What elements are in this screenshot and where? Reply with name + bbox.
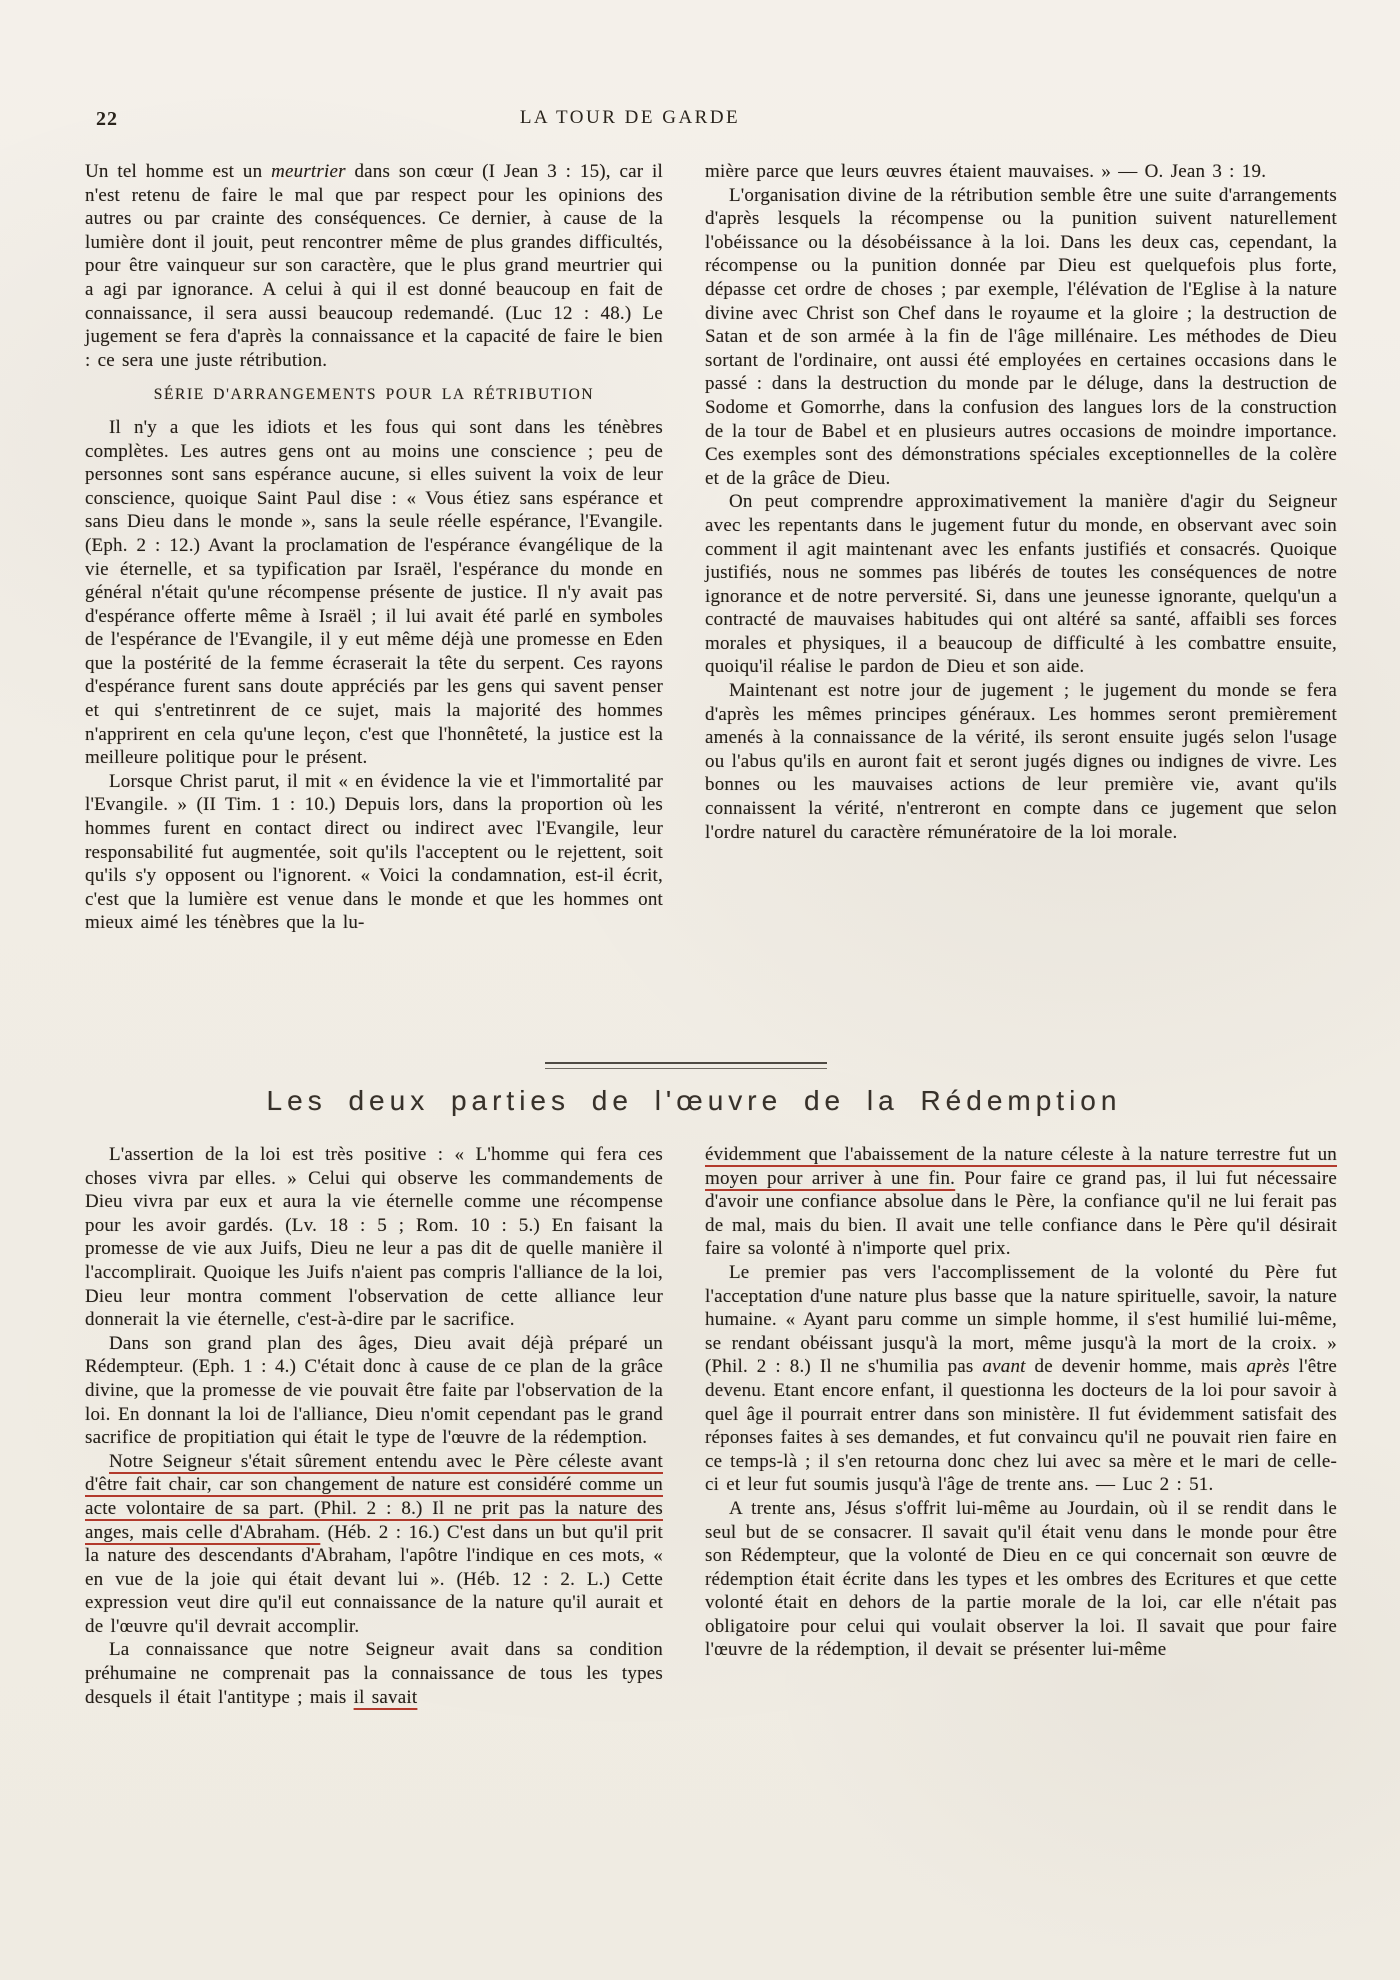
article2-right-column — [705, 1143, 1337, 1709]
red-underlined-text: il savait — [353, 1686, 418, 1708]
paragraph-trente-ans: A trente ans, Jésus s'offrit lui-même au Jourdain, où il se rendit dans le seul but de se consacrer. Il savait qu'il était venu dans le monde pour être son Rédempteur, que la volonté de Dieu en ce qui concernait son œuvre de rédemption était écrite dans les types et les ombres des Ecritures et que cette volonté était en dehors de la partie morale de la loi, car elle n'était pas obligatoire pour celui qui voulait observer la loi. Il savait que pour faire l'œuvre de la rédemption, il devait se présenter lui-même — [705, 1497, 1337, 1661]
text-segment: dans son cœur (I Jean 3 : 15), car il n'est retenu de faire le mal que par respect pour les opinions des autres ou par crainte des conséquences. Ce dernier, à cause de la lumière dont il jouit, peut rencontrer même de plus grandes difficultés, pour être vainqueur sur son caractère, que le plus grand meurtrier qui a agi par ignorance. A celui à qui il est donné beaucoup en fait de connaissance, il sera aussi beaucoup redemandé. (Luc 12 : 48.) Le jugement se fera d'après la connaissance et la capacité de faire le bien : ce sera une juste rétribution. — [85, 161, 664, 371]
article-title-redemption: Les deux parties de l'œuvre de la Rédemption — [266, 1085, 1122, 1116]
journal-title: LA TOUR DE GARDE — [519, 107, 741, 128]
article2-left-column — [85, 1143, 663, 1709]
text-segment: Pour faire ce grand pas, il lui fut nécessaire d'avoir une confiance absolue dans le Père, la confiance qu'il ne lui ferait pas de mal, mais du bien. Il avait une telle confiance dans le Père qu'il désirait faire sa volonté à n'importe quel prix. — [705, 1167, 1337, 1260]
paragraph-plan-des-ages: Dans son grand plan des âges, Dieu avait déjà préparé un Rédempteur. (Eph. 1 : 4.) C'était donc à cause de ce plan de la grâce divine, que la promesse de vie pouvait être faite par l'observation de la loi. En donnant la loi de l'alliance, Dieu n'omit cependant pas le grand sacrifice de propitiation qui était le type de l'œuvre de la rédemption. — [85, 1332, 663, 1449]
paragraph-abaissement-nature — [705, 1143, 1337, 1261]
section-subheading-retribution: SÉRIE D'ARRANGEMENTS POUR LA RÉTRIBUTION — [153, 386, 595, 404]
paragraph-premier-pas — [705, 1261, 1337, 1497]
red-underlined-text: évidemment que l'abaissement de la nature céleste à la nature terrestre fut un moyen pour arriver à une fin. — [705, 1144, 1337, 1189]
article1-left-column — [85, 160, 663, 935]
italic-text: meurtrier — [271, 161, 346, 182]
article-retribution — [85, 160, 1337, 935]
paragraph-oeuvres-mauvaises: mière parce que leurs œuvres étaient mauvaises. » — O. Jean 3 : 19. — [705, 161, 1267, 182]
italic-text: avant — [982, 1356, 1026, 1378]
section-divider-rule — [545, 1062, 827, 1069]
paragraph-assertion-loi: L'assertion de la loi est très positive : « L'homme qui fera ces choses vivra par elles. » Celui qui observe les commandements de Dieu vivra par eux et aura la vie éternelle comme une récompense pour les avoir gardés. (Lv. 18 : 5 ; Rom. 10 : 5.) En faisant la promesse de vie aux Juifs, Dieu ne leur a pas dit de quelle manière il l'accomplirait. Quoique les Juifs n'aient pas compris l'alliance de la loi, Dieu leur montra comment l'observation de cette alliance leur donnerait la vie éternelle, c'est-à-dire par le sacrifice. — [85, 1144, 663, 1331]
article1-right-column — [705, 160, 1337, 935]
text-segment: La connaissance que notre Seigneur avait dans sa condition préhumaine ne comprenait pas la connaissance de tous les types desquels il était l'antitype ; mais — [85, 1639, 663, 1708]
text-segment: (Héb. 2 : 16.) C'est dans un but qu'il prit la nature des descendants d'Abraham, l'apôtre l'indique en ces mots, « en vue de la joie qui était devant lui ». (Héb. 12 : 2. L.) Cette expression veut dire qu'il eut connaissance de la nature qu'il aurait et de l'œuvre qu'il devrait accomplir. — [85, 1521, 663, 1637]
paragraph-organisation-divine: L'organisation divine de la rétribution semble être une suite d'arrangements d'après lesquels la récompense ou la punition suivent naturellement l'obéissance ou la désobéissance à la loi. Dans les deux cas, cependant, la récompense ou la punition donnée par Dieu est quelquefois plus forte, dépasse cet ordre de choses ; par exemple, l'élévation de l'Eglise à la nature divine avec Christ son Chef dans le royaume et la gloire ; la destruction de Satan et de son armée à la fin de l'âge millénaire. Les méthodes de Dieu sortant de l'ordinaire, ont aussi été employées en certaines occasions dans le passé : dans la destruction du monde par le déluge, dans la destruction de Sodome et Gomorrhe, dans la confusion des langues lors de la construction de la tour de Babel et en plusieurs autres occasions de moindre importance. Ces exemples sont des démonstrations spéciales exceptionnelles de la colère et de la grâce de Dieu. — [705, 184, 1337, 489]
paragraph-connaissance-prehumaine — [85, 1638, 663, 1709]
paragraph-christ-parut: Lorsque Christ parut, il mit « en évidence la vie et l'immortalité par l'Evangile. » (II Tim. 1 : 10.) Depuis lors, dans la proportion où les hommes furent en contact direct ou indirect avec l'Evangile, leur responsabilité fut augmentée, soit qu'ils l'acceptent ou le rejettent, soit qu'ils s'y opposent ou l'ignorent. « Voici la condamnation, est-il écrit, c'est que la lumière est venue dans le monde et que les hommes ont mieux aimé les ténèbres que la lu- — [85, 770, 663, 934]
text-segment: Le premier pas vers l'accomplissement de la volonté du Père fut l'acceptation d'une nature plus basse que la nature spirituelle, savoir, la nature humaine. « Ayant paru comme un simple homme, il s'est humilié lui-même, se rendant obéissant jusqu'à la mort, même jusqu'à la mort de la croix. » (Phil. 2 : 8.) Il ne s'humilia pas — [705, 1261, 1337, 1378]
paragraph-idiots-tenebres: Il n'y a que les idiots et les fous qui sont dans les ténèbres complètes. Les autres gens ont au moins une conscience ; peu de personnes sont sans espérance aucune, si elles suivent la voix de leur conscience, quoique Saint Paul dise : « Vous étiez sans espérance et sans Dieu dans le monde », sans la seule réelle espérance, l'Evangile. (Eph. 2 : 12.) Avant la proclamation de l'espérance évangélique de la vie éternelle, et sa typification par Israël, l'espérance du monde en général n'était qu'une récompense présente de justice. Il n'y avait pas d'espérance offerte même à Israël ; il lui avait été parlé en symboles de l'espérance de l'Evangile, il y eut même déjà une promesse en Eden que la postérité de la femme écraserait la tête du serpent. Ces rayons d'espérance furent sans doute appréciés par les gens qui savent penser et qui s'entretinrent de ce sujet, mais la majorité des hommes n'apprirent en cela qu'une leçon, c'est que l'honnêteté, la justice est la meilleure politique pour le présent. — [85, 416, 663, 769]
text-segment: Un tel homme est un — [85, 161, 272, 182]
text-segment: l'être devenu. Etant encore enfant, il questionna les docteurs de la loi pour savoir à quel âge il pourrait entrer dans son ministère. Il fut évidemment satisfait des réponses faites à ses demandes, et fut convaincu qu'il ne pouvait rien faire en ce temps-là ; il s'en retourna donc chez lui avec sa mère et le mari de celle-ci et leur fut soumis jusqu'à l'âge de trente ans. — Luc 2 : 51. — [705, 1356, 1337, 1496]
article-redemption — [85, 1143, 1337, 1709]
page-number: 22 — [96, 108, 118, 130]
paragraph-maniere-agir: On peut comprendre approximativement la manière d'agir du Seigneur avec les repentants dans le jugement futur du monde, en observant avec soin comment il agit maintenant avec les enfants justifiés et consacrés. Quoique justifiés, nous ne sommes pas libérés de toutes les conséquences de notre ignorance et de notre perversité. Si, dans une jeunesse ignorante, quelqu'un a contracté de mauvaises habitudes qui ont altéré sa santé, affaibli ses forces morales et physiques, il a beaucoup de difficulté à les combattre ensuite, quoiqu'il réalise le pardon de Dieu et son aide. — [705, 491, 1337, 678]
paragraph-notre-seigneur — [85, 1450, 663, 1639]
paragraph-murderer-heart — [85, 160, 663, 372]
italic-text: après — [1246, 1356, 1290, 1378]
paragraph-jour-jugement: Maintenant est notre jour de jugement ; le jugement du monde se fera d'après les mêmes principes généraux. Les hommes seront premièrement amenés à la connaissance de la vérité, ils seront ensuite jugés selon l'usage ou l'abus qu'ils en auront fait et seront jugés dignes ou indignes de vivre. Les bonnes ou les mauvaises actions de leur première vie, avant qu'ils connaissent la vérité, n'entreront en compte dans ce jugement que selon l'ordre naturel du caractère rémunératoire de la loi morale. — [705, 680, 1337, 843]
red-underlined-text: Notre Seigneur s'était sûrement entendu avec le Père céleste avant d'être fait chair, car son changement de nature est considéré comme un acte volontaire de sa part. (Phil. 2 : 8.) Il ne prit pas la nature des anges, mais celle d'Abraham. — [85, 1450, 663, 1543]
text-segment: de devenir homme, mais — [1025, 1356, 1247, 1378]
